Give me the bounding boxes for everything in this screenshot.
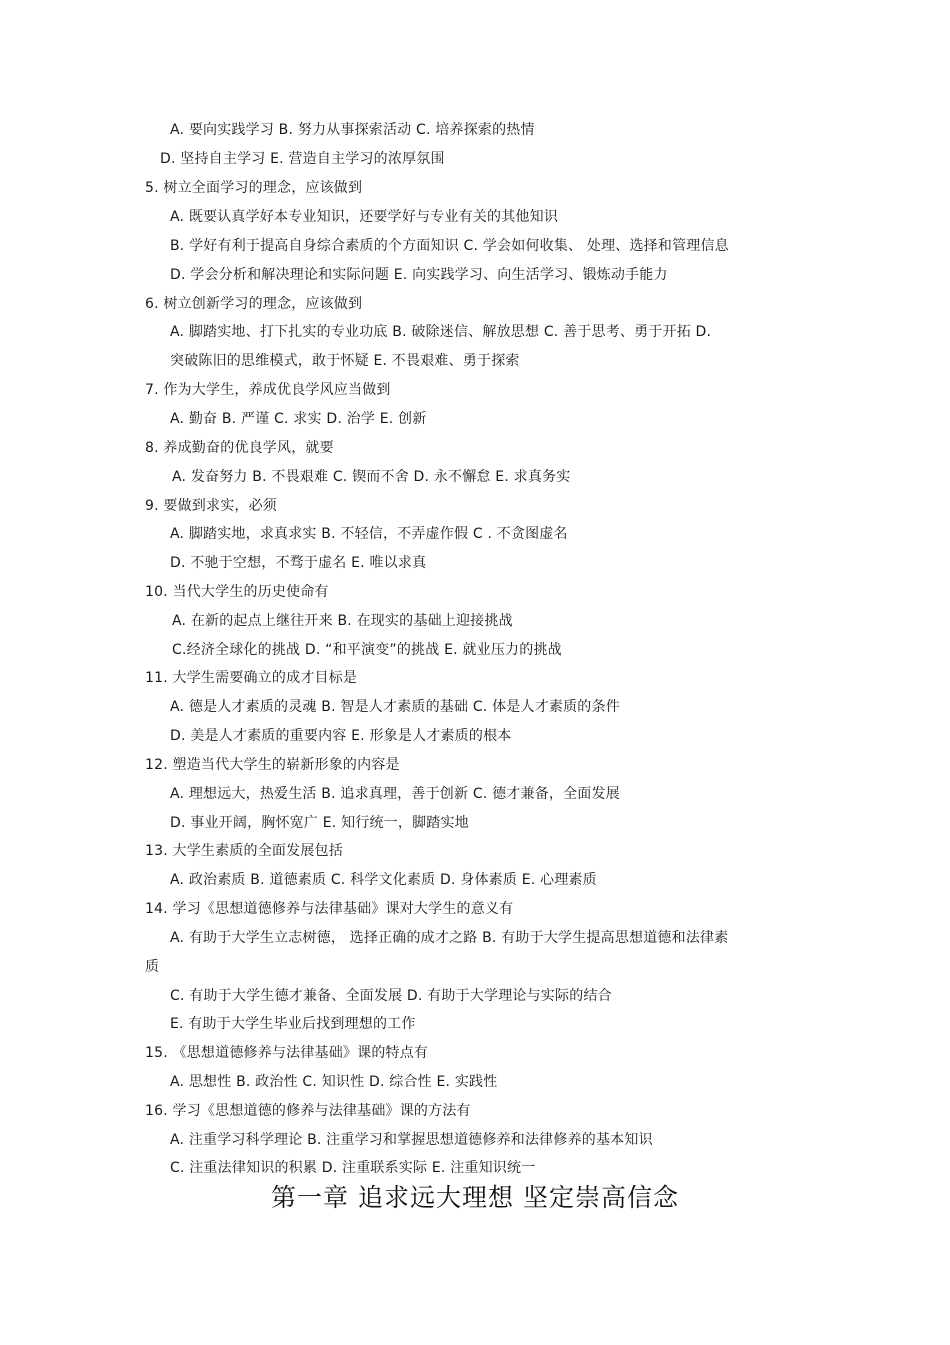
q9-options-line-2: D. 不驰于空想，不骛于虚名 E. 唯以求真 bbox=[170, 555, 427, 571]
question-14: 14. 学习《思想道德修养与法律基础》课对大学生的意义有 bbox=[145, 901, 514, 917]
q7-options: A. 勤奋 B. 严谨 C. 求实 D. 治学 E. 创新 bbox=[170, 411, 427, 427]
q10-options-line-2: C.经济全球化的挑战 D. “和平演变”的挑战 E. 就业压力的挑战 bbox=[172, 642, 562, 658]
question-15: 15. 《思想道德修养与法律基础》课的特点有 bbox=[145, 1045, 429, 1061]
q4-options-line-2: D. 坚持自主学习 E. 营造自主学习的浓厚氛围 bbox=[160, 151, 445, 167]
q13-options: A. 政治素质 B. 道德素质 C. 科学文化素质 D. 身体素质 E. 心理素质 bbox=[170, 872, 597, 888]
q11-options-line-2: D. 美是人才素质的重要内容 E. 形象是人才素质的根本 bbox=[170, 728, 512, 744]
question-9: 9. 要做到求实，必须 bbox=[145, 498, 278, 514]
q14-options-line-3: E. 有助于大学生毕业后找到理想的工作 bbox=[170, 1016, 416, 1032]
question-16: 16. 学习《思想道德的修养与法律基础》课的方法有 bbox=[145, 1103, 471, 1119]
question-6: 6. 树立创新学习的理念，应该做到 bbox=[145, 296, 363, 312]
q14-options-line-1: A. 有助于大学生立志树德， 选择正确的成才之路 B. 有助于大学生提高思想道德和法律素 bbox=[170, 930, 729, 946]
q15-options: A. 思想性 B. 政治性 C. 知识性 D. 综合性 E. 实践性 bbox=[170, 1074, 498, 1090]
chapter-heading: 第一章 追求远大理想 坚定崇高信念 bbox=[271, 1183, 679, 1212]
q12-options-line-1: A. 理想远大，热爱生活 B. 追求真理，善于创新 C. 德才兼备，全面发展 bbox=[170, 786, 620, 802]
q5-options-b-c: B. 学好有利于提高自身综合素质的个方面知识 C. 学会如何收集、 处理、选择和管理信息 bbox=[170, 238, 729, 254]
q6-options-line-1: A. 脚踏实地、打下扎实的专业功底 B. 破除迷信、解放思想 C. 善于思考、勇于开拓 D. bbox=[170, 324, 712, 340]
q14-options-line-2: C. 有助于大学生德才兼备、全面发展 D. 有助于大学理论与实际的结合 bbox=[170, 988, 612, 1004]
q10-options-line-1: A. 在新的起点上继往开来 B. 在现实的基础上迎接挑战 bbox=[172, 613, 513, 629]
question-8: 8. 养成勤奋的优良学风，就要 bbox=[145, 440, 334, 456]
q8-options: A. 发奋努力 B. 不畏艰难 C. 锲而不舍 D. 永不懈怠 E. 求真务实 bbox=[172, 469, 571, 485]
question-11: 11. 大学生需要确立的成才目标是 bbox=[145, 670, 358, 686]
question-10: 10. 当代大学生的历史使命有 bbox=[145, 584, 329, 600]
q5-options-d-e: D. 学会分析和解决理论和实际问题 E. 向实践学习、向生活学习、锻炼动手能力 bbox=[170, 267, 668, 283]
question-7: 7. 作为大学生，养成优良学风应当做到 bbox=[145, 382, 391, 398]
q11-options-line-1: A. 德是人才素质的灵魂 B. 智是人才素质的基础 C. 体是人才素质的条件 bbox=[170, 699, 620, 715]
q12-options-line-2: D. 事业开阔，胸怀宽广 E. 知行统一，脚踏实地 bbox=[170, 815, 469, 831]
q14-options-wrap: 质 bbox=[145, 959, 160, 975]
question-13: 13. 大学生素质的全面发展包括 bbox=[145, 843, 343, 859]
question-5: 5. 树立全面学习的理念，应该做到 bbox=[145, 180, 363, 196]
question-12: 12. 塑造当代大学生的崭新形象的内容是 bbox=[145, 757, 400, 773]
q6-options-line-2: 突破陈旧的思维模式，敢于怀疑 E. 不畏艰难、勇于探索 bbox=[170, 353, 520, 369]
q16-options-line-2: C. 注重法律知识的积累 D. 注重联系实际 E. 注重知识统一 bbox=[170, 1160, 536, 1176]
q5-option-a: A. 既要认真学好本专业知识，还要学好与专业有关的其他知识 bbox=[170, 209, 559, 225]
q9-options-line-1: A. 脚踏实地，求真求实 B. 不轻信，不弄虚作假 C . 不贪图虚名 bbox=[170, 526, 568, 542]
q4-options-line-1: A. 要向实践学习 B. 努力从事探索活动 C. 培养探索的热情 bbox=[170, 122, 535, 138]
q16-options-line-1: A. 注重学习科学理论 B. 注重学习和掌握思想道德修养和法律修养的基本知识 bbox=[170, 1132, 653, 1148]
